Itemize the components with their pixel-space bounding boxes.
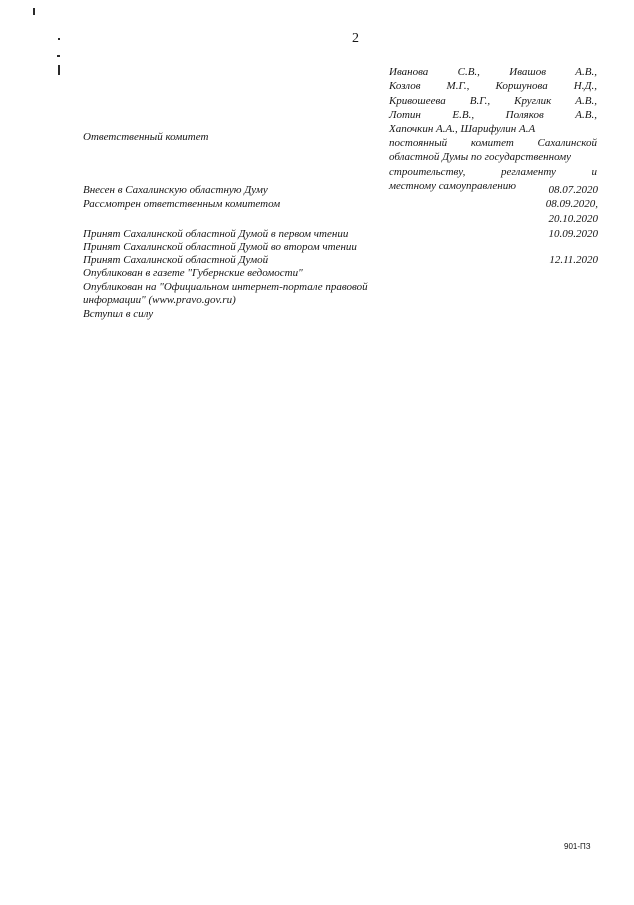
author-word: Н.Д.,	[573, 80, 597, 93]
chronology-label: информации" (www.pravo.gov.ru)	[83, 294, 236, 306]
author-word: Коршунова	[495, 80, 548, 93]
author-word: Круглик	[514, 94, 552, 107]
author-word: А.В.,	[575, 94, 597, 107]
author-word: Кривошеева	[389, 94, 446, 107]
author-word: Лотин	[389, 108, 421, 121]
author-line	[389, 95, 597, 108]
committee-word: комитет	[470, 137, 514, 149]
author-line	[389, 109, 597, 122]
chronology-label: Принят Сахалинской областной Думой	[83, 254, 269, 266]
chronology-label: Внесен в Сахалинскую областную Думу	[83, 184, 268, 196]
committee-line	[389, 151, 571, 164]
committee-word: регламенту	[501, 165, 556, 178]
committee-word: строительству,	[389, 165, 466, 178]
chronology-date: 20.10.2020	[548, 213, 598, 225]
chronology-label: Вступил в силу	[83, 308, 154, 320]
chronology-label: Принят Сахалинской областной Думой во втором чтении	[83, 241, 357, 253]
committee-word: областной Думы по государственному	[389, 151, 572, 164]
author-word: Козлов	[389, 80, 421, 93]
committee-line	[389, 180, 516, 193]
committee-word: Сахалинской	[537, 137, 597, 149]
committee-word: местному самоуправлению	[389, 179, 516, 192]
author-word: Иванова	[389, 66, 429, 78]
author-word: Ивашов	[509, 66, 546, 78]
committee-word: и	[591, 165, 597, 178]
scan-speck	[58, 38, 60, 40]
chronology-label: Принят Сахалинской областной Думой в первом чтении	[83, 228, 349, 240]
author-word: А.В.,	[575, 108, 597, 121]
author-word: В.Г.,	[469, 94, 491, 107]
chronology-date: 08.09.2020,	[545, 198, 598, 210]
author-line	[389, 80, 597, 93]
committee-line	[389, 166, 597, 179]
author-line	[389, 66, 597, 79]
chronology-label: Рассмотрен ответственным комитетом	[83, 198, 281, 210]
author-word: Е.В.,	[452, 108, 475, 121]
committee-line	[389, 137, 597, 150]
chronology-date: 10.09.2020	[548, 228, 598, 240]
author-word: А.В.,	[575, 66, 597, 78]
chronology-label: Опубликован на "Официальном интернет-портале правовой	[83, 281, 368, 293]
chronology-date: 12.11.2020	[549, 254, 598, 266]
author-word: М.Г.,	[446, 80, 470, 93]
chronology-date: 08.07.2020	[548, 184, 598, 196]
committee-word: постоянный	[389, 137, 448, 149]
page-number: 2	[352, 31, 359, 46]
scan-speck	[33, 8, 35, 15]
author-line-last: Хапочкин А.А., Шарифулин А.А	[389, 123, 536, 136]
document-code: 901-ПЗ	[564, 842, 591, 851]
chronology-label: Опубликован в газете "Губернские ведомости"	[83, 267, 303, 279]
author-word: Поляков	[505, 108, 544, 121]
author-word: С.В.,	[457, 66, 480, 78]
scan-speck	[58, 65, 60, 75]
scan-speck	[57, 55, 60, 57]
committee-label: Ответственный комитет	[83, 131, 209, 143]
